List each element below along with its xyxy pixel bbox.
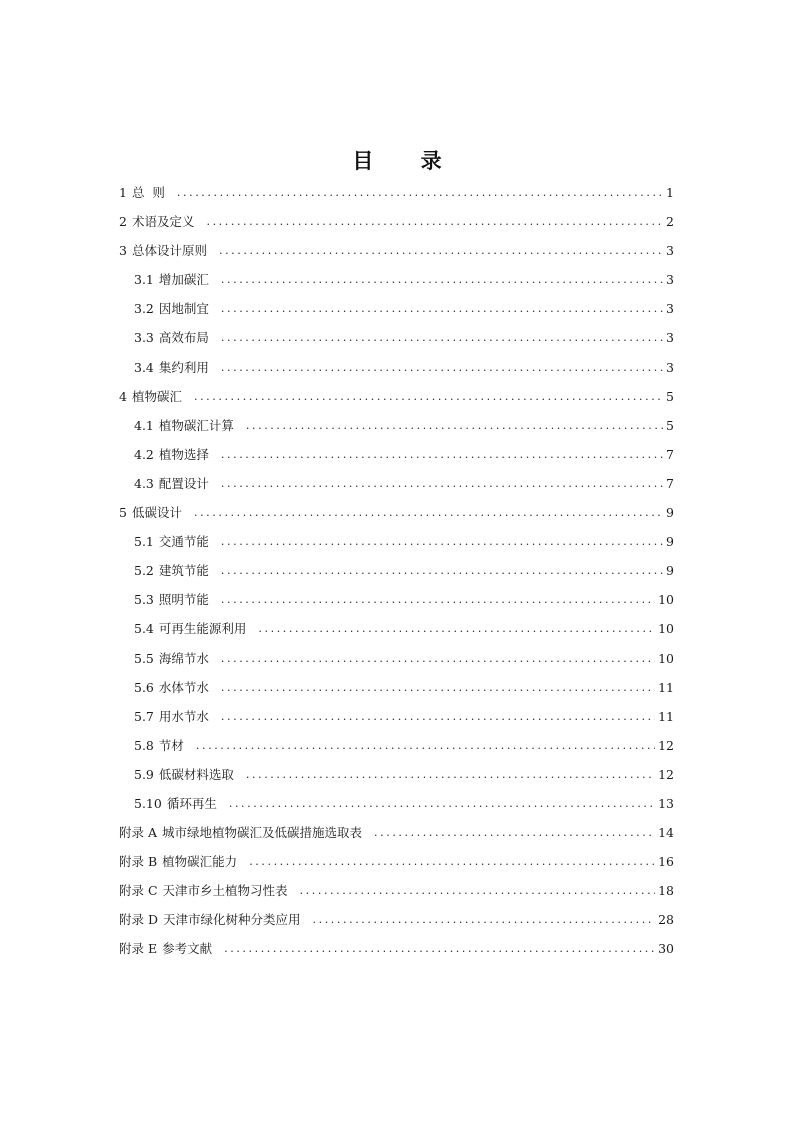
toc-entry-label: 总体设计原则 bbox=[131, 243, 207, 259]
toc-entry-page: 11 bbox=[658, 679, 674, 695]
toc-entry-label: 用水节水 bbox=[158, 708, 209, 724]
toc-entry[interactable] bbox=[119, 876, 674, 905]
toc-entry-number: 5.1 bbox=[134, 534, 154, 550]
page-title: 目 录 bbox=[352, 149, 462, 173]
toc-dot-leader bbox=[219, 236, 663, 265]
toc-entry-label: 水体节水 bbox=[158, 679, 209, 695]
toc-entry-label: 照明节能 bbox=[158, 592, 209, 608]
toc-entry-number: 5.6 bbox=[134, 679, 154, 695]
toc-entry-page: 3 bbox=[666, 243, 674, 259]
toc-dot-leader bbox=[221, 585, 655, 614]
toc-entry[interactable] bbox=[119, 411, 674, 440]
toc-entry-number: 3.1 bbox=[134, 272, 154, 288]
toc-entry-page: 16 bbox=[658, 854, 674, 870]
toc-entry-page: 9 bbox=[666, 505, 674, 521]
toc-entry-number: 4 bbox=[119, 388, 127, 404]
toc-entry-label: 植物碳汇能力 bbox=[162, 854, 238, 870]
toc-entry[interactable] bbox=[119, 353, 674, 382]
toc-entry[interactable] bbox=[119, 556, 674, 585]
toc-entry[interactable] bbox=[119, 236, 674, 265]
toc-entry-number: 附录 E bbox=[119, 941, 158, 957]
toc-dot-leader bbox=[221, 265, 663, 294]
toc-entry[interactable] bbox=[119, 673, 674, 702]
toc-entry-page: 10 bbox=[658, 650, 674, 666]
toc-entry-label: 交通节能 bbox=[158, 534, 209, 550]
toc-entry-page: 14 bbox=[658, 825, 674, 841]
toc-entry[interactable] bbox=[119, 847, 674, 876]
toc-entry[interactable] bbox=[119, 702, 674, 731]
toc-entry[interactable] bbox=[119, 207, 674, 236]
toc-dot-leader bbox=[221, 556, 663, 585]
toc-entry-label: 城市绿地植物碳汇及低碳措施选取表 bbox=[162, 825, 363, 841]
toc-entry-label: 天津市乡土植物习性表 bbox=[162, 883, 288, 899]
toc-entry-label: 海绵节水 bbox=[158, 650, 209, 666]
toc-entry-label: 循环再生 bbox=[166, 795, 217, 811]
toc-entry[interactable] bbox=[119, 178, 674, 207]
toc-entry-label: 植物选择 bbox=[158, 446, 209, 462]
toc-entry-label: 术语及定义 bbox=[131, 214, 195, 230]
toc-entry-number: 5.9 bbox=[134, 766, 154, 782]
toc-entry-label: 高效布局 bbox=[158, 330, 209, 346]
toc-entry-number: 附录 A bbox=[119, 825, 158, 841]
toc-entry-page: 30 bbox=[658, 941, 674, 957]
toc-entry-page: 11 bbox=[658, 708, 674, 724]
toc-dot-leader bbox=[221, 353, 663, 382]
toc-entry-number: 4.3 bbox=[134, 475, 154, 491]
toc-entry-page: 10 bbox=[658, 592, 674, 608]
toc-entry-label: 可再生能源利用 bbox=[158, 621, 247, 637]
toc-entry-label: 总 则 bbox=[131, 185, 165, 200]
toc-entry-number: 5.4 bbox=[134, 621, 154, 637]
toc-dot-leader bbox=[313, 905, 656, 934]
toc-entry[interactable] bbox=[119, 469, 674, 498]
toc-entry-number: 4.1 bbox=[134, 417, 154, 433]
toc-entry[interactable] bbox=[119, 265, 674, 294]
toc-entry-page: 12 bbox=[658, 737, 674, 753]
toc-entry-number: 附录 C bbox=[119, 883, 158, 899]
toc-entry-number: 附录 B bbox=[119, 854, 158, 870]
toc-dot-leader bbox=[258, 614, 655, 643]
toc-entry[interactable] bbox=[119, 323, 674, 352]
toc-dot-leader bbox=[300, 876, 656, 905]
toc-dot-leader bbox=[177, 178, 663, 207]
toc-entry-number: 附录 D bbox=[119, 912, 158, 928]
toc-entry[interactable] bbox=[119, 498, 674, 527]
toc-entry-label: 低碳设计 bbox=[131, 505, 182, 521]
toc-entry-page: 3 bbox=[666, 330, 674, 346]
toc-entry-page: 12 bbox=[658, 766, 674, 782]
toc-entry[interactable] bbox=[119, 905, 674, 934]
toc-entry-page: 7 bbox=[666, 446, 674, 462]
toc-entry-number: 2 bbox=[119, 214, 127, 230]
toc-entry-page: 9 bbox=[666, 563, 674, 579]
toc-entry[interactable] bbox=[119, 440, 674, 469]
toc-entry[interactable] bbox=[119, 294, 674, 323]
toc-entry-label: 配置设计 bbox=[158, 475, 209, 491]
toc-entry-label: 天津市绿化树种分类应用 bbox=[163, 912, 301, 928]
toc-entry[interactable] bbox=[119, 731, 674, 760]
toc-dot-leader bbox=[221, 527, 663, 556]
toc-entry-page: 5 bbox=[666, 388, 674, 404]
toc-entry-number: 5.2 bbox=[134, 563, 154, 579]
toc-entry-label: 低碳材料选取 bbox=[158, 766, 234, 782]
toc-dot-leader bbox=[196, 731, 655, 760]
toc-dot-leader bbox=[221, 294, 663, 323]
toc-entry-page: 1 bbox=[666, 185, 674, 200]
toc-entry-page: 9 bbox=[666, 534, 674, 550]
toc-dot-leader bbox=[246, 411, 663, 440]
toc-entry[interactable] bbox=[119, 760, 674, 789]
toc-entry-page: 18 bbox=[658, 883, 674, 899]
toc-dot-leader bbox=[194, 382, 663, 411]
toc-entry-label: 集约利用 bbox=[158, 359, 209, 375]
toc-entry[interactable] bbox=[119, 382, 674, 411]
toc-dot-leader bbox=[374, 818, 655, 847]
toc-entry-page: 7 bbox=[666, 475, 674, 491]
toc-entry-label: 植物碳汇计算 bbox=[158, 417, 234, 433]
toc-entry-page: 28 bbox=[658, 912, 674, 928]
toc-entry-page: 3 bbox=[666, 359, 674, 375]
toc-dot-leader bbox=[221, 644, 655, 673]
toc-entry-page: 3 bbox=[666, 301, 674, 317]
toc-dot-leader bbox=[249, 847, 655, 876]
toc-dot-leader bbox=[221, 673, 655, 702]
toc-entry-number: 3 bbox=[119, 243, 127, 259]
toc-entry-label: 因地制宜 bbox=[158, 301, 209, 317]
toc-entry-number: 5.8 bbox=[134, 737, 154, 753]
toc-entry-label: 植物碳汇 bbox=[131, 388, 182, 404]
toc-dot-leader bbox=[229, 789, 655, 818]
toc-entry-page: 10 bbox=[658, 621, 674, 637]
toc-entry-number: 5.10 bbox=[134, 795, 162, 811]
toc-entry-label: 增加碳汇 bbox=[158, 272, 209, 288]
toc-entry[interactable] bbox=[119, 789, 674, 818]
toc-entry-number: 3.2 bbox=[134, 301, 154, 317]
toc-entry-label: 参考文献 bbox=[162, 941, 213, 957]
toc-dot-leader bbox=[224, 934, 655, 963]
toc-entry-number: 5.3 bbox=[134, 592, 154, 608]
toc-dot-leader bbox=[246, 760, 655, 789]
toc-entry-number: 3.4 bbox=[134, 359, 154, 375]
toc-entry-number: 5.5 bbox=[134, 650, 154, 666]
toc-entry[interactable] bbox=[119, 644, 674, 673]
toc-entry-number: 5 bbox=[119, 505, 127, 521]
table-of-contents bbox=[119, 178, 674, 964]
toc-entry[interactable] bbox=[119, 818, 674, 847]
toc-entry[interactable] bbox=[119, 585, 674, 614]
toc-entry-number: 1 bbox=[119, 185, 127, 200]
toc-dot-leader bbox=[221, 469, 663, 498]
toc-entry-number: 5.7 bbox=[134, 708, 154, 724]
toc-entry[interactable] bbox=[119, 934, 674, 963]
toc-entry-page: 5 bbox=[666, 417, 674, 433]
toc-entry-page: 13 bbox=[658, 795, 674, 811]
toc-entry-number: 4.2 bbox=[134, 446, 154, 462]
toc-dot-leader bbox=[206, 207, 663, 236]
toc-entry-label: 节材 bbox=[158, 737, 184, 753]
toc-entry-page: 2 bbox=[666, 214, 674, 230]
toc-entry-label: 建筑节能 bbox=[158, 563, 209, 579]
toc-dot-leader bbox=[221, 440, 663, 469]
toc-dot-leader bbox=[221, 323, 663, 352]
toc-entry-number: 3.3 bbox=[134, 330, 154, 346]
toc-dot-leader bbox=[221, 702, 655, 731]
toc-entry[interactable] bbox=[119, 614, 674, 643]
toc-entry-page: 3 bbox=[666, 272, 674, 288]
toc-dot-leader bbox=[194, 498, 663, 527]
toc-entry[interactable] bbox=[119, 527, 674, 556]
